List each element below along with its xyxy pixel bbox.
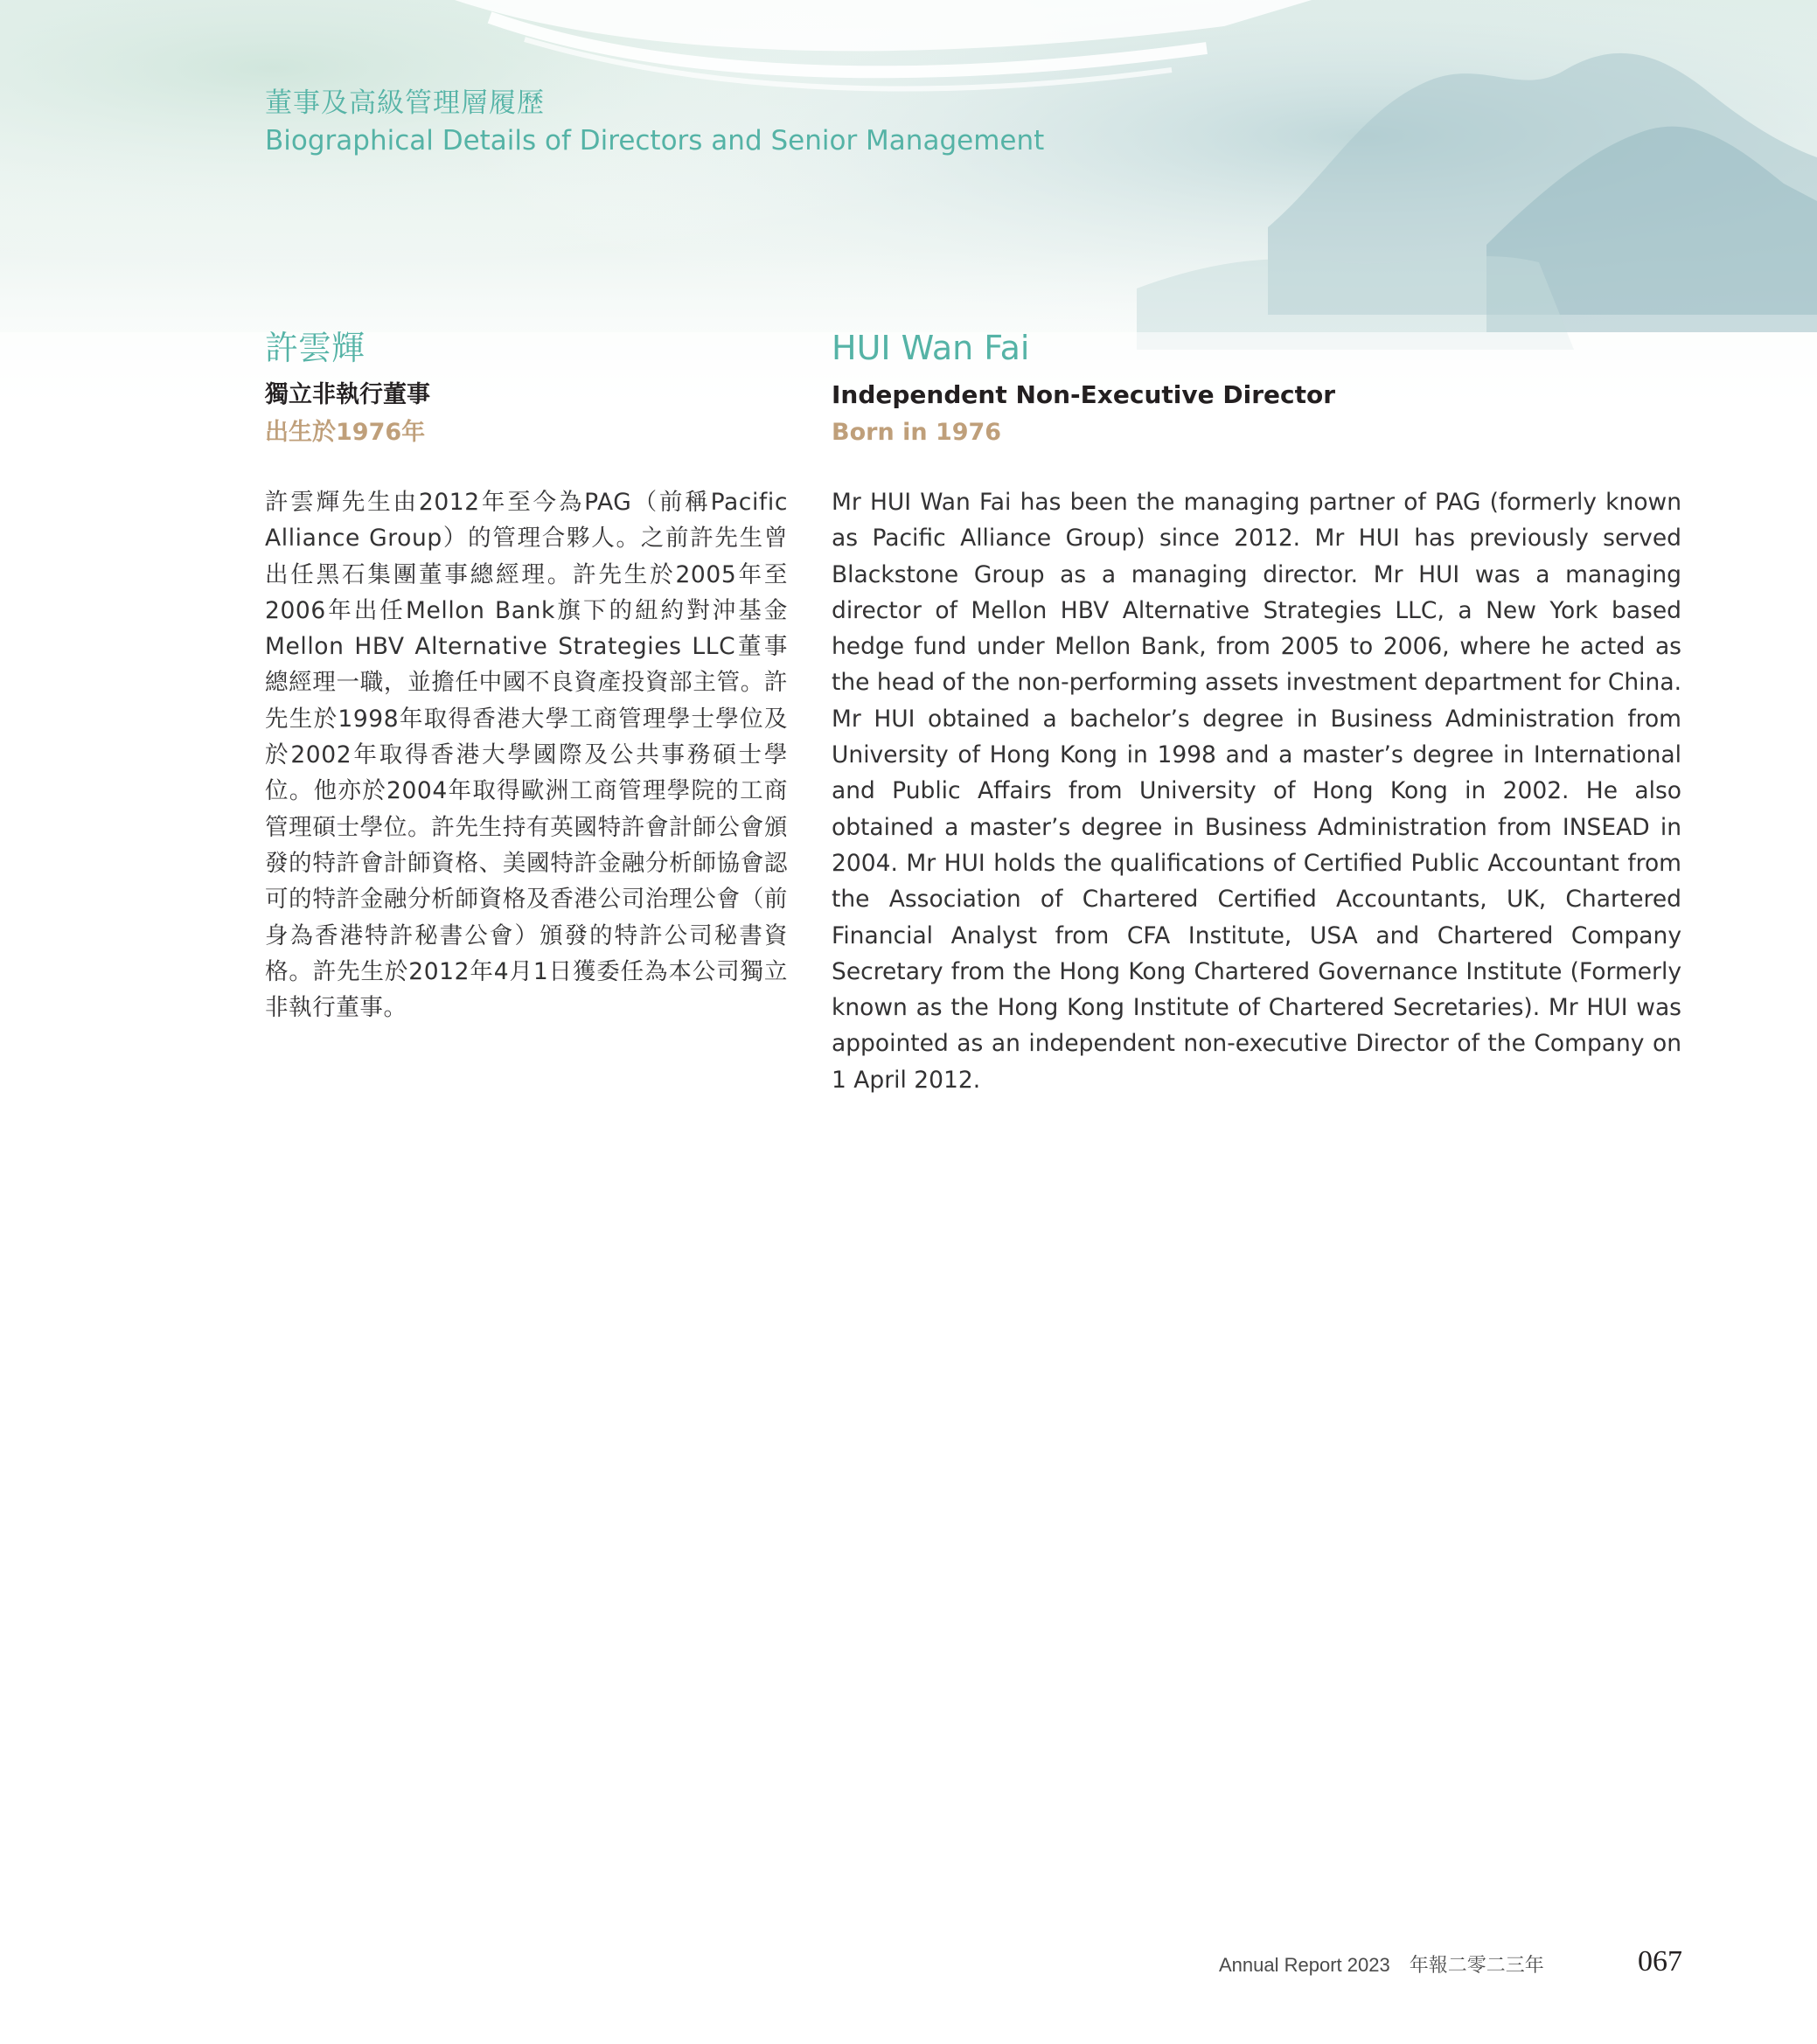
director-name-zh: 許雲輝 (265, 329, 365, 367)
director-bio-en: Mr HUI Wan Fai has been the managing partner of PAG (formerly known as Pacific Alliance Group) since 2012. Mr HUI has previously served Blackstone Group as a managing director. Mr HUI was a managing director of Mellon HBV Alternative Strategies LLC, a New York based hedge fund under Mellon Bank, from 2005 to 2006, where he acted as the head of the non-performing assets investment department for China. Mr HUI obtained a bachelor’s degree in Business Administration from University of Hong Kong in 1998 and a master’s degree in International and Public Affairs from University of Hong Kong in 2002. He also obtained a master’s degree in Business Administration from INSEAD in 2004. Mr HUI holds the qualifications of Certified Public Accountant from the Association of Chartered Certified Accountants, UK, Chartered Financial Analyst from CFA Institute, USA and Chartered Company Secretary from the Hong Kong Chartered Governance Institute (Formerly known as the Hong Kong Institute of Chartered Secretaries). Mr HUI was appointed as an independent non-executive Director of the Company on 1 April 2012. (832, 489, 1681, 1094)
director-title-en: Independent Non-Executive Director (832, 380, 1336, 409)
report-label: Annual Report 2023 年報二零二三年 (1219, 1954, 1544, 1976)
director-title-zh: 獨立非執行董事 (265, 381, 430, 408)
director-born-en: Born in 1976 (832, 419, 1002, 446)
section-header (265, 84, 1044, 159)
page-number: 067 (1638, 1945, 1682, 1978)
director-born-zh: 出生於1976年 (265, 419, 426, 446)
director-profile-en (832, 323, 1681, 1098)
page-footer (1219, 1945, 1682, 1980)
section-title-en: Biographical Details of Directors and Senior Management (265, 125, 1045, 156)
director-profile-zh (265, 323, 788, 1025)
director-name-en: HUI Wan Fai (832, 329, 1030, 367)
director-bio-zh: 許雲輝先生由2012年至今為PAG（前稱Pacific Alliance Group）的管理合夥人。之前許先生曾出任黑石集團董事總經理。許先生於2005年至2006年出任Mellon Bank旗下的紐約對沖基金Mellon HBV Alternative Strategies LLC董事總經理一職，並擔任中國不良資產投資部主管。許先生於1998年取得香港大學工商管理學士學位及於2002年取得香港大學國際及公共事務碩士學位。他亦於2004年取得歐洲工商管理學院的工商管理碩士學位。許先生持有英國特許會計師公會頒發的特許會計師資格、美國特許金融分析師協會認可的特許金融分析師資格及香港公司治理公會（前身為香港特許秘書公會）頒發的特許公司秘書資格。許先生於2012年4月1日獲委任為本公司獨立非執行董事。 (265, 489, 788, 1022)
section-title-zh: 董事及高級管理層履歷 (265, 87, 545, 119)
